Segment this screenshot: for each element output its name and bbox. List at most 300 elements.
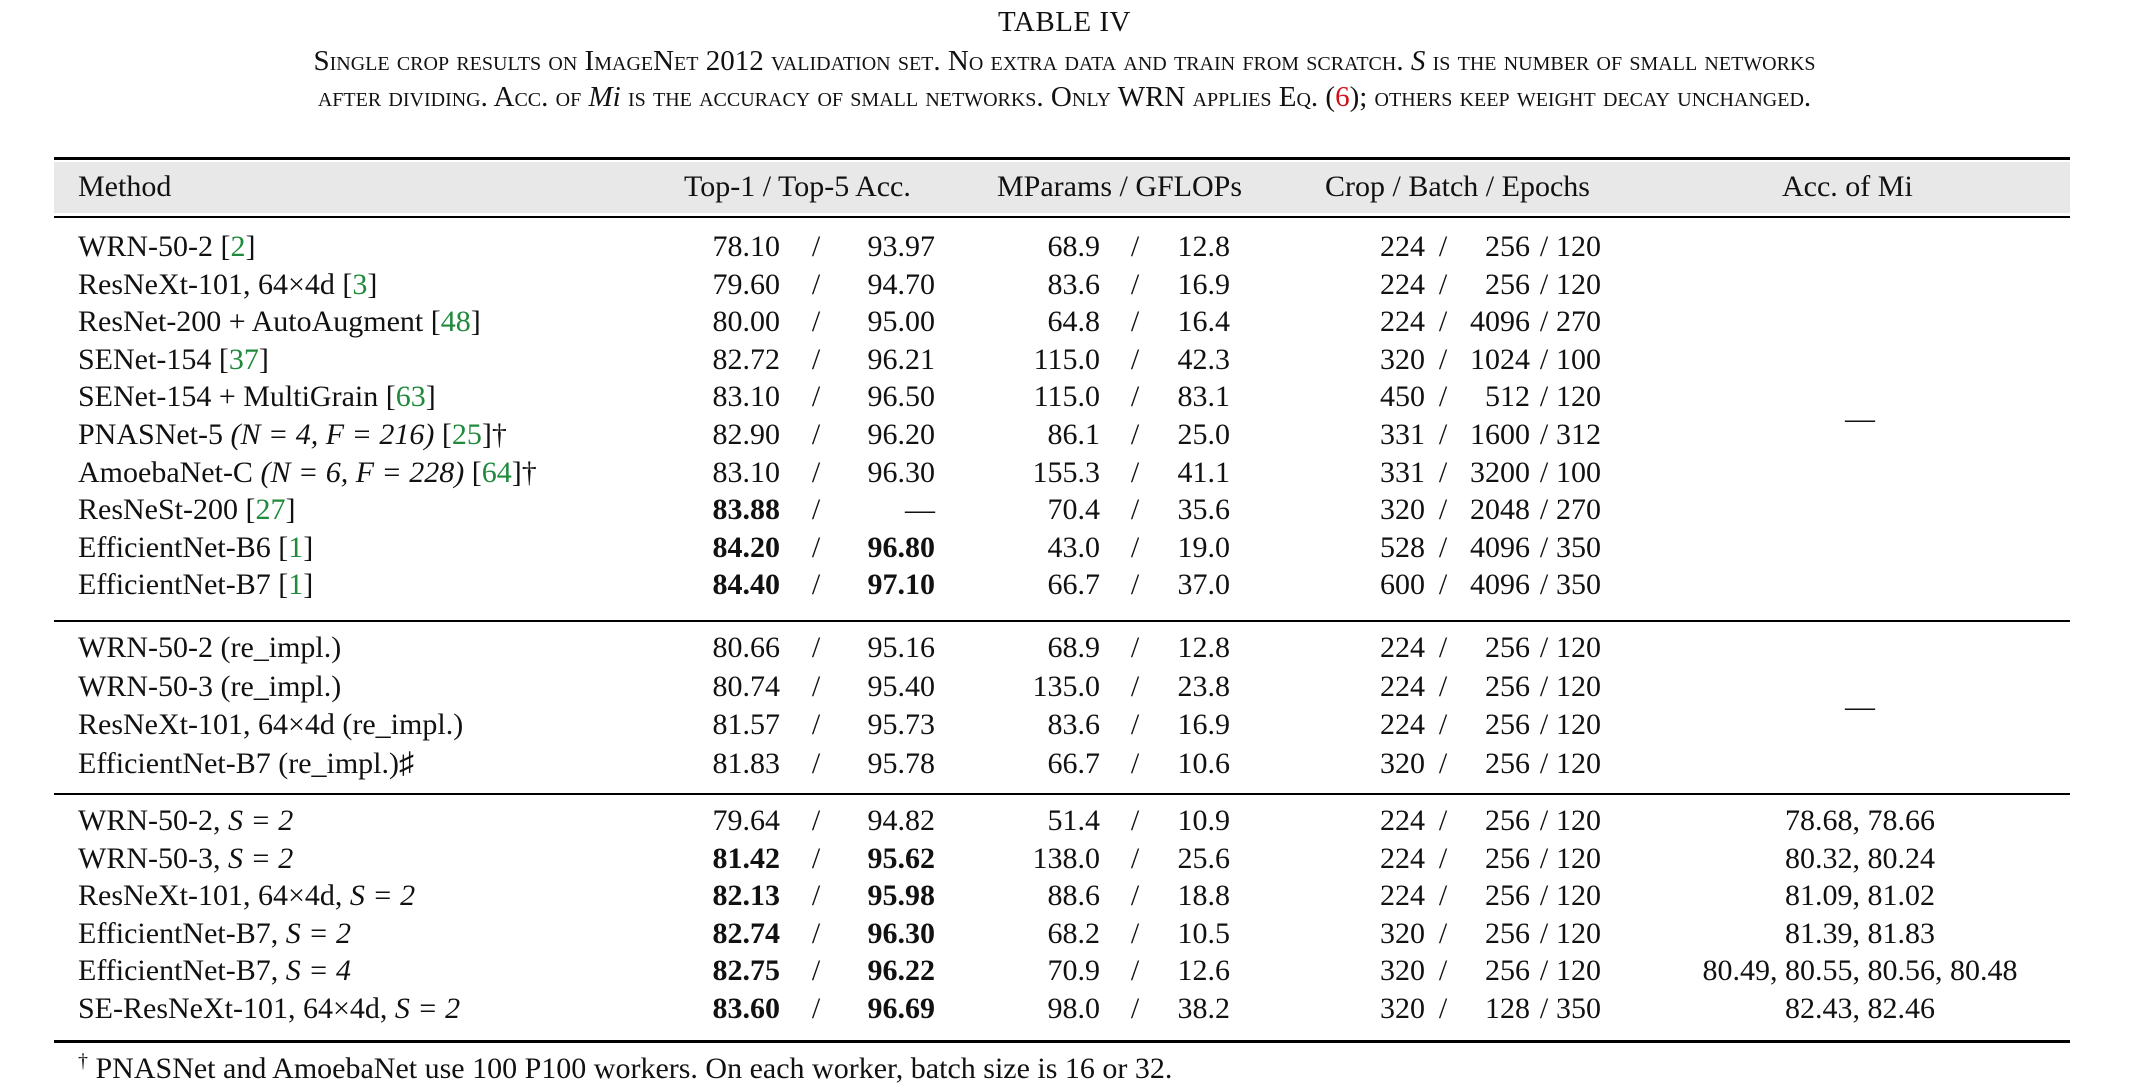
- acc-mi-value: 81.39, 81.83: [1785, 917, 1935, 950]
- method-cell: [78, 418, 507, 452]
- epochs-value: 120: [1556, 380, 1601, 413]
- mparams-value: 70.9: [1047, 954, 1100, 987]
- mparams-value: 88.6: [1047, 879, 1100, 912]
- gflops-value: 10.5: [1177, 917, 1230, 950]
- mparams-value: 68.9: [1047, 230, 1100, 263]
- crop-value: 224: [1380, 879, 1425, 912]
- method-tail: ]: [303, 531, 314, 564]
- method-cell: [78, 493, 295, 527]
- method-bracket: [: [464, 456, 482, 489]
- method-cell: [78, 380, 436, 414]
- table-row: [0, 879, 2129, 915]
- mparams-value: 68.9: [1047, 631, 1100, 664]
- slash-separator: /: [1130, 230, 1140, 263]
- method-cell: [78, 456, 537, 490]
- slash-separator: /: [1130, 343, 1140, 376]
- method-cell: [78, 268, 377, 302]
- top1-value: 82.75: [712, 954, 780, 987]
- epochs-value: 270: [1556, 493, 1601, 526]
- slash-separator: /: [1130, 268, 1140, 301]
- slash-separator: /: [811, 531, 821, 564]
- slash-separator: /: [1130, 456, 1140, 489]
- gflops-value: 19.0: [1177, 531, 1230, 564]
- method-cell: [78, 954, 351, 988]
- slash-separator: /: [1539, 568, 1549, 601]
- crop-value: 320: [1380, 954, 1425, 987]
- method-bracket: [: [434, 418, 452, 451]
- method-tail: ]: [367, 268, 378, 301]
- mparams-value: 138.0: [1032, 842, 1100, 875]
- gflops-value: 12.8: [1177, 230, 1230, 263]
- mparams-value: 51.4: [1047, 804, 1100, 837]
- slash-separator: /: [811, 747, 821, 780]
- method-name: WRN-50-2 (re_impl.): [78, 631, 342, 664]
- slash-separator: /: [1438, 992, 1448, 1025]
- caption-math-mi: Mi: [588, 81, 621, 113]
- top1-value: 81.83: [712, 747, 780, 780]
- slash-separator: /: [1539, 493, 1549, 526]
- slash-separator: /: [811, 708, 821, 741]
- slash-separator: /: [811, 343, 821, 376]
- method-name: ResNeSt-200 [: [78, 493, 256, 526]
- caption-text: is the accuracy of small networks. Only WRN applies Eq. (: [627, 81, 1336, 113]
- caption-line-1: [30, 45, 2099, 78]
- group-rule-1: [54, 620, 2070, 622]
- top1-value: 84.40: [712, 568, 780, 601]
- method-math: S = 2: [285, 917, 351, 950]
- table-row: [0, 631, 2129, 667]
- method-math: S = 2: [394, 992, 461, 1025]
- crop-value: 224: [1380, 631, 1425, 664]
- table-label: TABLE IV: [998, 6, 1131, 38]
- epochs-value: 312: [1556, 418, 1601, 451]
- batch-value: 4096: [1470, 531, 1530, 564]
- slash-separator: /: [1539, 380, 1549, 413]
- top1-value: 81.57: [712, 708, 780, 741]
- epochs-value: 120: [1556, 268, 1601, 301]
- method-tail: ]: [425, 380, 436, 413]
- acc-mi-value: 82.43, 82.46: [1785, 992, 1935, 1025]
- slash-separator: /: [811, 879, 821, 912]
- slash-separator: /: [1130, 418, 1140, 451]
- gflops-value: 37.0: [1177, 568, 1230, 601]
- method-name: EfficientNet-B7,: [78, 917, 286, 950]
- caption-line-2: [30, 81, 2099, 114]
- slash-separator: /: [1438, 493, 1448, 526]
- batch-value: 256: [1485, 631, 1530, 664]
- gflops-value: 12.8: [1177, 631, 1230, 664]
- batch-value: 256: [1485, 954, 1530, 987]
- table-row: [0, 917, 2129, 953]
- method-tail: ]: [470, 305, 481, 338]
- mparams-value: 135.0: [1032, 670, 1100, 703]
- method-tail: ]†: [511, 456, 537, 489]
- crop-value: 528: [1380, 531, 1425, 564]
- method-name: WRN-50-2 [: [78, 230, 231, 263]
- crop-value: 320: [1380, 992, 1425, 1025]
- slash-separator: /: [1130, 992, 1140, 1025]
- top1-value: 83.88: [712, 493, 780, 526]
- equation-ref-link[interactable]: 6: [1335, 81, 1350, 113]
- mparams-value: 66.7: [1047, 747, 1100, 780]
- slash-separator: /: [1539, 268, 1549, 301]
- crop-value: 320: [1380, 747, 1425, 780]
- slash-separator: /: [1438, 631, 1448, 664]
- method-tail: ]: [258, 343, 269, 376]
- slash-separator: /: [1438, 954, 1448, 987]
- batch-value: 1024: [1470, 343, 1530, 376]
- epochs-value: 120: [1556, 708, 1601, 741]
- slash-separator: /: [1130, 568, 1140, 601]
- table-row: [0, 268, 2129, 304]
- slash-separator: /: [811, 418, 821, 451]
- top1-value: 82.90: [712, 418, 780, 451]
- table-row: [0, 456, 2129, 492]
- crop-value: 320: [1380, 343, 1425, 376]
- slash-separator: /: [1438, 456, 1448, 489]
- table-row: [0, 531, 2129, 567]
- slash-separator: /: [811, 631, 821, 664]
- table-row: [0, 747, 2129, 783]
- top5-value: 96.30: [867, 456, 935, 489]
- epochs-value: 100: [1556, 456, 1601, 489]
- top1-value: 81.42: [712, 842, 780, 875]
- gflops-value: 35.6: [1177, 493, 1230, 526]
- slash-separator: /: [811, 842, 821, 875]
- method-name: EfficientNet-B7 [: [78, 568, 289, 601]
- slash-separator: /: [1539, 708, 1549, 741]
- acc-mi-value: 78.68, 78.66: [1785, 804, 1935, 837]
- top5-value: 96.30: [867, 917, 935, 950]
- crop-value: 224: [1380, 305, 1425, 338]
- top5-value: 96.21: [867, 343, 935, 376]
- method-name: SE-ResNeXt-101, 64×4d,: [78, 992, 395, 1025]
- method-math: S = 4: [285, 954, 351, 987]
- gflops-value: 25.0: [1177, 418, 1230, 451]
- slash-separator: /: [1539, 531, 1549, 564]
- mparams-value: 155.3: [1032, 456, 1100, 489]
- slash-separator: /: [1130, 305, 1140, 338]
- slash-separator: /: [1130, 670, 1140, 703]
- slash-separator: /: [1130, 879, 1140, 912]
- top5-value: 95.98: [867, 879, 935, 912]
- method-cell: [78, 230, 255, 264]
- top1-value: 83.60: [712, 992, 780, 1025]
- header-method: Method: [78, 170, 172, 203]
- gflops-value: 16.9: [1177, 268, 1230, 301]
- method-name: WRN-50-2,: [78, 804, 228, 837]
- epochs-value: 270: [1556, 305, 1601, 338]
- header-rule: [54, 216, 2070, 218]
- method-name: WRN-50-3 (re_impl.): [78, 670, 342, 703]
- header-top-acc: Top-1 / Top-5 Acc.: [684, 170, 911, 203]
- caption-math-s: S: [1410, 45, 1426, 77]
- slash-separator: /: [1539, 804, 1549, 837]
- header-crop: Crop / Batch / Epochs: [1325, 170, 1590, 203]
- method-name: EfficientNet-B6 [: [78, 531, 289, 564]
- slash-separator: /: [1438, 917, 1448, 950]
- mparams-value: 64.8: [1047, 305, 1100, 338]
- citation-link[interactable]: 27: [255, 493, 286, 526]
- top5-value: 94.70: [867, 268, 935, 301]
- method-cell: [78, 917, 351, 951]
- slash-separator: /: [811, 493, 821, 526]
- crop-value: 224: [1380, 708, 1425, 741]
- method-math: S = 2: [349, 879, 416, 912]
- crop-value: 224: [1380, 842, 1425, 875]
- footnote: [78, 1050, 1172, 1086]
- method-name: ResNeXt-101, 64×4d (re_impl.): [78, 708, 464, 741]
- top5-value: 96.80: [867, 531, 935, 564]
- slash-separator: /: [1539, 670, 1549, 703]
- top5-value: 95.73: [867, 708, 935, 741]
- slash-separator: /: [1130, 493, 1140, 526]
- slash-separator: /: [1130, 380, 1140, 413]
- footnote-mark: †: [78, 1050, 88, 1072]
- citation-link[interactable]: 37: [228, 343, 259, 376]
- top1-value: 82.74: [712, 917, 780, 950]
- batch-value: 256: [1485, 268, 1530, 301]
- citation-link[interactable]: 2: [230, 230, 246, 263]
- slash-separator: /: [811, 917, 821, 950]
- method-tail: ]: [245, 230, 256, 263]
- slash-separator: /: [1438, 842, 1448, 875]
- table-row: [0, 305, 2129, 341]
- table-row: [0, 992, 2129, 1028]
- mparams-value: 86.1: [1047, 418, 1100, 451]
- crop-value: 224: [1380, 230, 1425, 263]
- top5-value: 95.62: [867, 842, 935, 875]
- slash-separator: /: [1539, 456, 1549, 489]
- epochs-value: 120: [1556, 631, 1601, 664]
- batch-value: 3200: [1470, 456, 1530, 489]
- mparams-value: 83.6: [1047, 268, 1100, 301]
- epochs-value: 350: [1556, 531, 1601, 564]
- gflops-value: 41.1: [1177, 456, 1230, 489]
- table-row: [0, 842, 2129, 878]
- gflops-value: 10.9: [1177, 804, 1230, 837]
- batch-value: 256: [1485, 842, 1530, 875]
- method-cell: [78, 992, 460, 1026]
- method-tail: ]: [285, 493, 296, 526]
- batch-value: 256: [1485, 879, 1530, 912]
- mparams-value: 43.0: [1047, 531, 1100, 564]
- slash-separator: /: [1130, 747, 1140, 780]
- citation-link[interactable]: 1: [288, 568, 304, 601]
- method-math: (N = 6, F = 228): [260, 456, 465, 489]
- method-cell: [78, 842, 293, 876]
- gflops-value: 12.6: [1177, 954, 1230, 987]
- batch-value: 256: [1485, 804, 1530, 837]
- slash-separator: /: [1130, 531, 1140, 564]
- crop-value: 331: [1380, 418, 1425, 451]
- epochs-value: 120: [1556, 747, 1601, 780]
- batch-value: 1600: [1470, 418, 1530, 451]
- slash-separator: /: [1539, 842, 1549, 875]
- batch-value: 256: [1485, 670, 1530, 703]
- slash-separator: /: [1130, 917, 1140, 950]
- slash-separator: /: [1438, 418, 1448, 451]
- epochs-value: 120: [1556, 804, 1601, 837]
- method-cell: [78, 708, 463, 742]
- slash-separator: /: [811, 380, 821, 413]
- top5-value: 96.22: [867, 954, 935, 987]
- top1-value: 80.00: [712, 305, 780, 338]
- mparams-value: 83.6: [1047, 708, 1100, 741]
- top5-value: 93.97: [867, 230, 935, 263]
- batch-value: 256: [1485, 230, 1530, 263]
- crop-value: 450: [1380, 380, 1425, 413]
- mparams-value: 115.0: [1033, 380, 1100, 413]
- slash-separator: /: [1539, 631, 1549, 664]
- slash-separator: /: [1539, 954, 1549, 987]
- method-cell: [78, 531, 313, 565]
- caption-text: after dividing. Acc. of: [317, 81, 582, 113]
- slash-separator: /: [811, 230, 821, 263]
- slash-separator: /: [1539, 917, 1549, 950]
- top5-value: 94.82: [867, 804, 935, 837]
- table-row: [0, 568, 2129, 604]
- batch-value: 256: [1485, 708, 1530, 741]
- slash-separator: /: [1438, 708, 1448, 741]
- table-row: [0, 804, 2129, 840]
- gflops-value: 42.3: [1177, 343, 1230, 376]
- citation-link[interactable]: 64: [481, 456, 512, 489]
- slash-separator: /: [1539, 343, 1549, 376]
- slash-separator: /: [1438, 268, 1448, 301]
- method-cell: [78, 804, 293, 838]
- method-name: ResNeXt-101, 64×4d [: [78, 268, 353, 301]
- mparams-value: 66.7: [1047, 568, 1100, 601]
- gflops-value: 18.8: [1177, 879, 1230, 912]
- top-rule: [54, 157, 2070, 160]
- gflops-value: 23.8: [1177, 670, 1230, 703]
- slash-separator: /: [1539, 992, 1549, 1025]
- epochs-value: 120: [1556, 879, 1601, 912]
- batch-value: 4096: [1470, 305, 1530, 338]
- method-cell: [78, 670, 341, 704]
- method-name: EfficientNet-B7 (re_impl.)♯: [78, 747, 415, 780]
- batch-value: 256: [1485, 917, 1530, 950]
- gflops-value: 16.9: [1177, 708, 1230, 741]
- top1-value: 80.74: [712, 670, 780, 703]
- method-name: PNASNet-5: [78, 418, 231, 451]
- citation-link[interactable]: 1: [288, 531, 304, 564]
- slash-separator: /: [1539, 305, 1549, 338]
- crop-value: 224: [1380, 670, 1425, 703]
- method-cell: [78, 879, 415, 913]
- top5-value: 95.00: [867, 305, 935, 338]
- slash-separator: /: [1438, 804, 1448, 837]
- method-math: S = 2: [227, 804, 294, 837]
- citation-link[interactable]: 25: [451, 418, 482, 451]
- slash-separator: /: [811, 954, 821, 987]
- top1-value: 78.10: [712, 230, 780, 263]
- method-tail: ]: [303, 568, 314, 601]
- mparams-value: 115.0: [1033, 343, 1100, 376]
- batch-value: 512: [1485, 380, 1530, 413]
- slash-separator: /: [811, 670, 821, 703]
- epochs-value: 350: [1556, 568, 1601, 601]
- method-math: (N = 4, F = 216): [230, 418, 435, 451]
- method-name: ResNeXt-101, 64×4d,: [78, 879, 350, 912]
- method-name: ResNet-200 + AutoAugment [: [78, 305, 441, 338]
- method-math: S = 2: [227, 842, 294, 875]
- slash-separator: /: [1539, 879, 1549, 912]
- acc-mi-value: 80.32, 80.24: [1785, 842, 1935, 875]
- slash-separator: /: [1438, 568, 1448, 601]
- method-cell: [78, 568, 313, 602]
- top1-value: 80.66: [712, 631, 780, 664]
- slash-separator: /: [1130, 631, 1140, 664]
- mparams-value: 68.2: [1047, 917, 1100, 950]
- crop-value: 320: [1380, 493, 1425, 526]
- top5-value: 96.50: [867, 380, 935, 413]
- gflops-value: 16.4: [1177, 305, 1230, 338]
- method-cell: [78, 343, 269, 377]
- top5-value: 95.40: [867, 670, 935, 703]
- top1-value: 79.60: [712, 268, 780, 301]
- gflops-value: 38.2: [1177, 992, 1230, 1025]
- method-cell: [78, 631, 341, 665]
- method-cell: [78, 747, 414, 781]
- citation-link[interactable]: 48: [440, 305, 471, 338]
- top5-value: 95.78: [867, 747, 935, 780]
- gflops-value: 83.1: [1177, 380, 1230, 413]
- crop-value: 224: [1380, 268, 1425, 301]
- method-name: WRN-50-3,: [78, 842, 228, 875]
- epochs-value: 120: [1556, 917, 1601, 950]
- epochs-value: 120: [1556, 842, 1601, 875]
- gflops-value: 25.6: [1177, 842, 1230, 875]
- bottom-rule: [54, 1040, 2070, 1043]
- caption-text: Single crop results on ImageNet 2012 validation set. No extra data and train from scratch.: [313, 45, 1404, 77]
- group1-mi-dash: —: [1845, 402, 1875, 435]
- slash-separator: /: [1539, 418, 1549, 451]
- slash-separator: /: [1539, 230, 1549, 263]
- slash-separator: /: [1539, 747, 1549, 780]
- crop-value: 224: [1380, 804, 1425, 837]
- slash-separator: /: [811, 992, 821, 1025]
- table-row: [0, 493, 2129, 529]
- citation-link[interactable]: 3: [352, 268, 368, 301]
- method-name: SENet-154 [: [78, 343, 229, 376]
- top1-value: 83.10: [712, 456, 780, 489]
- method-cell: [78, 305, 481, 339]
- method-tail: ]†: [481, 418, 507, 451]
- epochs-value: 350: [1556, 992, 1601, 1025]
- slash-separator: /: [811, 305, 821, 338]
- top5-value: 96.69: [867, 992, 935, 1025]
- top1-value: 84.20: [712, 531, 780, 564]
- top5-value: 97.10: [867, 568, 935, 601]
- slash-separator: /: [811, 804, 821, 837]
- slash-separator: /: [1438, 879, 1448, 912]
- top5-value: 95.16: [867, 631, 935, 664]
- slash-separator: /: [1438, 670, 1448, 703]
- method-name: AmoebaNet-C: [78, 456, 261, 489]
- header-acc-mi: Acc. of Mi: [1782, 170, 1913, 203]
- mparams-value: 70.4: [1047, 493, 1100, 526]
- top1-value: 82.13: [712, 879, 780, 912]
- batch-value: 256: [1485, 747, 1530, 780]
- group2-mi-dash: —: [1845, 690, 1875, 723]
- slash-separator: /: [1438, 531, 1448, 564]
- gflops-value: 10.6: [1177, 747, 1230, 780]
- epochs-value: 120: [1556, 954, 1601, 987]
- citation-link[interactable]: 63: [395, 380, 426, 413]
- acc-mi-value: 81.09, 81.02: [1785, 879, 1935, 912]
